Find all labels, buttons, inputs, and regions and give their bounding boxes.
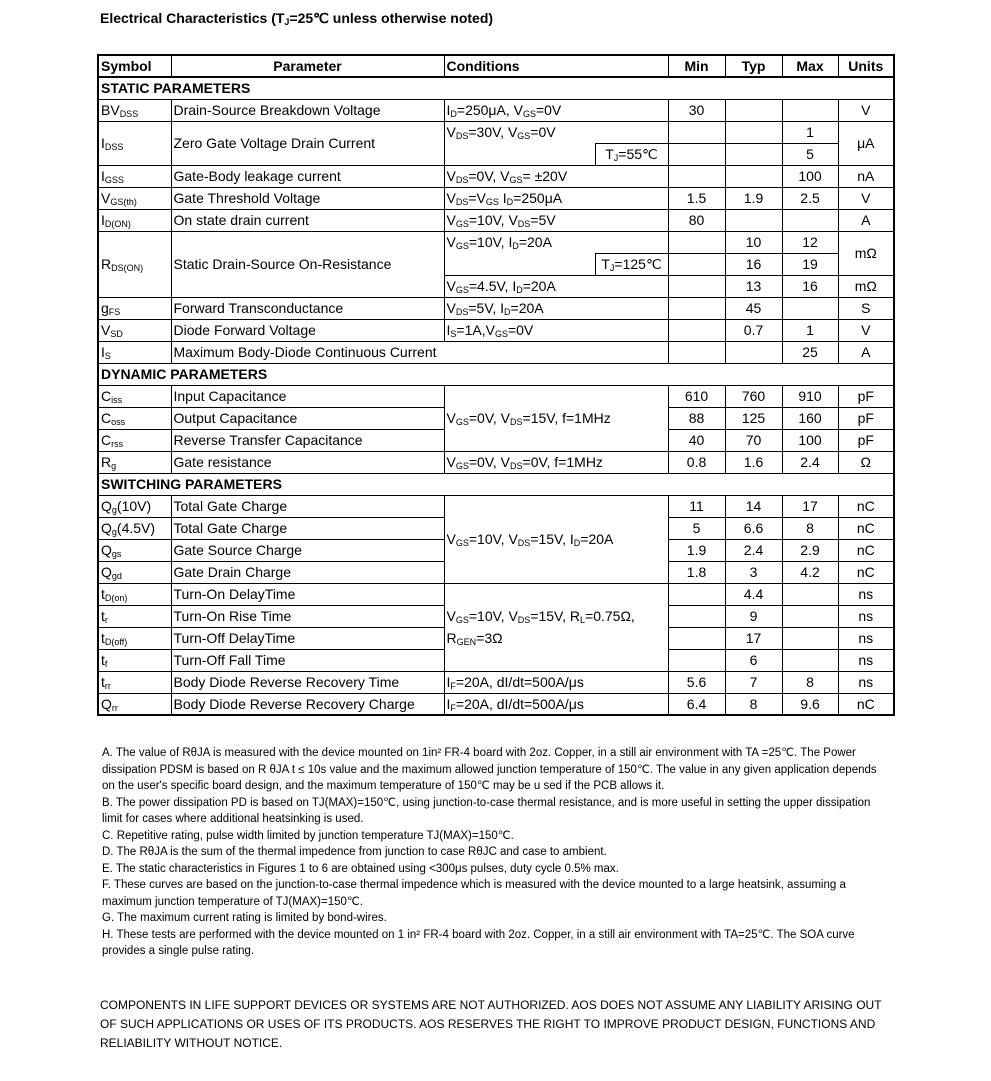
header-units: Units: [838, 55, 894, 77]
min-cell: 80: [668, 209, 725, 231]
typ-cell: [725, 143, 782, 165]
note-e: E. The static characteristics in Figures 1 to 6 are obtained using <300μs pulses, duty cycle 0.5% max.: [102, 862, 619, 875]
symbol-cell: $t_f$: [98, 649, 171, 671]
typ-cell: 125: [725, 407, 782, 429]
units-cell: ns: [838, 649, 894, 671]
section-dynamic: DYNAMIC PARAMETERS: [98, 363, 894, 385]
units-cell: A: [838, 341, 894, 363]
typ-cell: 1.9: [725, 187, 782, 209]
table-row: [98, 319, 894, 341]
disclaimer: COMPONENTS IN LIFE SUPPORT DEVICES OR SYSTEMS ARE NOT AUTHORIZED. AOS DOES NOT ASSUME ANY LIABILITY ARISING OUT OF SUCH APPLICATIONS OR USES OF ITS PRODUCTS. AOS RESERVES THE RIGHT TO IMPROVE PRODUCT DESIGN, FUNCTIONS AND RELIABILITY WITHOUT NOTICE.: [100, 998, 882, 1050]
parameter-cell: Forward Transconductance: [171, 297, 444, 319]
max-cell: 8: [782, 517, 838, 539]
table-row: [98, 165, 894, 187]
units-cell: V: [838, 187, 894, 209]
min-cell: [668, 253, 725, 275]
units-cell: ns: [838, 605, 894, 627]
table-row: [98, 297, 894, 319]
table-row: [98, 671, 894, 693]
parameter-cell: Turn-On Rise Time: [171, 605, 444, 627]
conditions-cell: $I_D=250\mu A$, $V_{GS}=0V$: [444, 99, 668, 121]
max-cell: [782, 605, 838, 627]
header-min: Min: [668, 55, 725, 77]
conditions-cell: $I_S=1A,V_{GS}=0V$: [444, 319, 668, 341]
note-g: G. The maximum current rating is limited by bond-wires.: [102, 912, 387, 924]
typ-cell: 760: [725, 385, 782, 407]
typ-cell: [725, 99, 782, 121]
header-parameter: Parameter: [171, 55, 444, 77]
symbol-cell: $BV_{DSS}$: [98, 99, 171, 121]
table-row: [98, 99, 894, 121]
section-switching: SWITCHING PARAMETERS: [98, 473, 894, 495]
typ-cell: 3: [725, 561, 782, 583]
parameter-cell: Drain-Source Breakdown Voltage: [171, 99, 444, 121]
symbol-cell: $I_{GSS}$: [98, 165, 171, 187]
note-f: F. These curves are based on the junction-to-case thermal impedence which is measured with the device mounted to a large heatsink, assuming a maximum junction temperature of TJ(MAX)=150℃.: [102, 879, 846, 908]
max-cell: 25: [782, 341, 838, 363]
symbol-cell: $t_{D(on)}$: [98, 583, 171, 605]
max-cell: 910: [782, 385, 838, 407]
parameter-cell: Gate resistance: [171, 451, 444, 473]
parameter-cell: Gate Source Charge: [171, 539, 444, 561]
typ-cell: [725, 165, 782, 187]
max-cell: 19: [782, 253, 838, 275]
max-cell: [782, 649, 838, 671]
units-cell: A: [838, 209, 894, 231]
symbol-cell: $Q_{gd}$: [98, 561, 171, 583]
max-cell: 2.4: [782, 451, 838, 473]
typ-cell: 6: [725, 649, 782, 671]
symbol-cell: $C_{iss}$: [98, 385, 171, 407]
note-a: A. The value of RθJA is measured with the device mounted on 1in² FR-4 board with 2oz. Copper, in a still air environment with TA =25℃. The Power dissipation PDSM is based on R θJA t ≤ 10s value and the maximum allowed junction temperature of 150℃. The value in any given application depends on the user's specific board design, and the maximum temperature of 150℃ may be u sed if the PCB allows it.: [102, 747, 877, 792]
min-cell: [668, 165, 725, 187]
units-cell: nC: [838, 561, 894, 583]
typ-cell: 16: [725, 253, 782, 275]
parameter-cell: Body Diode Reverse Recovery Charge: [171, 693, 444, 715]
symbol-cell: $t_{rr}$: [98, 671, 171, 693]
max-cell: 1: [782, 121, 838, 143]
typ-cell: 13: [725, 275, 782, 297]
parameter-cell: Total Gate Charge: [171, 517, 444, 539]
typ-cell: 45: [725, 297, 782, 319]
conditions-cell: $V_{GS}=0V$, $V_{DS}=0V$, f=1MHz: [444, 451, 668, 473]
max-cell: 5: [782, 143, 838, 165]
table-row: [98, 385, 894, 407]
min-cell: [668, 231, 725, 253]
min-cell: 5.6: [668, 671, 725, 693]
symbol-cell: $I_{D(ON)}$: [98, 209, 171, 231]
units-cell: pF: [838, 385, 894, 407]
min-cell: 6.4: [668, 693, 725, 715]
min-cell: [668, 583, 725, 605]
symbol-cell: $V_{GS(th)}$: [98, 187, 171, 209]
conditions-cell: $V_{DS}=V_{GS}$ $I_D=250\mu A$: [444, 187, 668, 209]
typ-cell: 7: [725, 671, 782, 693]
parameter-cell: Maximum Body-Diode Continuous Current: [171, 341, 668, 363]
typ-cell: 6.6: [725, 517, 782, 539]
tj-condition-cell: $T_J=125℃$: [595, 253, 668, 275]
conditions-cell: $V_{GS}=4.5V$, $I_D=20A$: [444, 275, 668, 297]
min-cell: [668, 121, 725, 143]
note-b: B. The power dissipation PD is based on TJ(MAX)=150℃, using junction-to-case thermal resistance, and is more useful in setting the upper dissipation limit for cases where additional heatsinking is used.: [102, 796, 871, 825]
typ-cell: 10: [725, 231, 782, 253]
min-cell: [668, 627, 725, 649]
symbol-cell: $I_S$: [98, 341, 171, 363]
parameter-cell: Body Diode Reverse Recovery Time: [171, 671, 444, 693]
units-cell: mΩ: [838, 275, 894, 297]
symbol-cell: $Q_g(4.5V)$: [98, 517, 171, 539]
parameter-cell: Zero Gate Voltage Drain Current: [171, 121, 444, 165]
parameter-cell: Turn-Off Fall Time: [171, 649, 444, 671]
max-cell: 16: [782, 275, 838, 297]
parameter-cell: Output Capacitance: [171, 407, 444, 429]
max-cell: 100: [782, 165, 838, 187]
typ-cell: 1.6: [725, 451, 782, 473]
min-cell: 1.9: [668, 539, 725, 561]
typ-cell: [725, 209, 782, 231]
min-cell: [668, 649, 725, 671]
min-cell: 5: [668, 517, 725, 539]
header-max: Max: [782, 55, 838, 77]
min-cell: [668, 605, 725, 627]
note-h: H. These tests are performed with the device mounted on 1 in² FR-4 board with 2oz. Copper, in a still air environment with TA=25℃. The SOA curve provides a single pulse rating.: [102, 928, 855, 957]
typ-cell: 0.7: [725, 319, 782, 341]
section-static: STATIC PARAMETERS: [98, 77, 894, 99]
units-cell: S: [838, 297, 894, 319]
min-cell: 1.5: [668, 187, 725, 209]
max-cell: [782, 297, 838, 319]
parameter-cell: Reverse Transfer Capacitance: [171, 429, 444, 451]
units-cell: μA: [838, 121, 894, 165]
header-typ: Typ: [725, 55, 782, 77]
units-cell: ns: [838, 583, 894, 605]
max-cell: 160: [782, 407, 838, 429]
typ-cell: 14: [725, 495, 782, 517]
symbol-cell: $Q_g(10V)$: [98, 495, 171, 517]
units-cell: V: [838, 99, 894, 121]
symbol-cell: $Q_{gs}$: [98, 539, 171, 561]
parameter-cell: Turn-On DelayTime: [171, 583, 444, 605]
typ-cell: 4.4: [725, 583, 782, 605]
min-cell: [668, 341, 725, 363]
symbol-cell: $Q_{rr}$: [98, 693, 171, 715]
typ-cell: 8: [725, 693, 782, 715]
units-cell: nC: [838, 693, 894, 715]
parameter-cell: Diode Forward Voltage: [171, 319, 444, 341]
max-cell: 2.9: [782, 539, 838, 561]
max-cell: 9.6: [782, 693, 838, 715]
table-row: [98, 583, 894, 605]
min-cell: 88: [668, 407, 725, 429]
max-cell: [782, 627, 838, 649]
conditions-cell: $V_{GS}=0V$, $V_{DS}=15V$, f=1MHz: [444, 385, 668, 451]
max-cell: 100: [782, 429, 838, 451]
conditions-cell: $V_{DS}=0V$, $V_{GS}= \pm 20V$: [444, 165, 668, 187]
symbol-cell: $t_{D(off)}$: [98, 627, 171, 649]
units-cell: pF: [838, 407, 894, 429]
min-cell: 610: [668, 385, 725, 407]
table-row: [98, 187, 894, 209]
conditions-cell: $V_{GS}=10V$, $V_{DS}=15V$, $I_D=20A$: [444, 495, 668, 583]
conditions-cell: $V_{DS}=30V$, $V_{GS}=0V$: [444, 121, 668, 143]
units-cell: nA: [838, 165, 894, 187]
symbol-cell: $C_{rss}$: [98, 429, 171, 451]
min-cell: [668, 319, 725, 341]
header-symbol: Symbol: [98, 55, 171, 77]
footnotes: [102, 745, 892, 960]
typ-cell: 9: [725, 605, 782, 627]
units-cell: nC: [838, 539, 894, 561]
symbol-cell: $I_{DSS}$: [98, 121, 171, 165]
parameter-cell: Input Capacitance: [171, 385, 444, 407]
parameter-cell: Gate Threshold Voltage: [171, 187, 444, 209]
max-cell: [782, 583, 838, 605]
min-cell: [668, 143, 725, 165]
table-row: [98, 495, 894, 517]
note-c: C. Repetitive rating, pulse width limited by junction temperature TJ(MAX)=150℃.: [102, 829, 514, 842]
table-header: [98, 55, 894, 77]
max-cell: 12: [782, 231, 838, 253]
parameter-cell: Total Gate Charge: [171, 495, 444, 517]
max-cell: 2.5: [782, 187, 838, 209]
min-cell: 0.8: [668, 451, 725, 473]
table-row: [98, 209, 894, 231]
page-title: Electrical Characteristics ($T_J=25℃$ unless otherwise noted): [100, 10, 494, 27]
max-cell: 4.2: [782, 561, 838, 583]
symbol-cell: $V_{SD}$: [98, 319, 171, 341]
parameter-cell: On state drain current: [171, 209, 444, 231]
min-cell: 1.8: [668, 561, 725, 583]
symbol-cell: $R_g$: [98, 451, 171, 473]
max-cell: 17: [782, 495, 838, 517]
max-cell: 8: [782, 671, 838, 693]
parameter-cell: Static Drain-Source On-Resistance: [171, 231, 444, 297]
symbol-cell: $C_{oss}$: [98, 407, 171, 429]
min-cell: 11: [668, 495, 725, 517]
table-row: [98, 451, 894, 473]
conditions-cell: $V_{DS}=5V$, $I_D=20A$: [444, 297, 668, 319]
min-cell: [668, 275, 725, 297]
conditions-cell: $V_{GS}=10V$, $V_{DS}=15V$, $R_L=0.75\Omega$, $R_{GEN}=3\Omega$: [444, 583, 668, 671]
parameter-cell: Gate Drain Charge: [171, 561, 444, 583]
table-row: [98, 121, 894, 143]
typ-cell: 70: [725, 429, 782, 451]
units-cell: ns: [838, 671, 894, 693]
tj-condition-cell: $T_J=55℃$: [595, 143, 668, 165]
typ-cell: [725, 341, 782, 363]
note-d: D. The RθJA is the sum of the thermal impedence from junction to case RθJC and case to ambient.: [102, 846, 607, 858]
header-conditions: Conditions: [444, 55, 668, 77]
parameter-cell: Gate-Body leakage current: [171, 165, 444, 187]
units-cell: mΩ: [838, 231, 894, 275]
conditions-cell: $I_F=20A$, dI/dt=500A/μs: [444, 671, 668, 693]
symbol-cell: $t_r$: [98, 605, 171, 627]
symbol-cell: $g_{FS}$: [98, 297, 171, 319]
conditions-cell: $V_{GS}=10V$, $I_D=20A$: [444, 231, 668, 253]
min-cell: [668, 297, 725, 319]
max-cell: 1: [782, 319, 838, 341]
conditions-cell: $V_{GS}=10V$, $V_{DS}=5V$: [444, 209, 668, 231]
units-cell: nC: [838, 495, 894, 517]
units-cell: ns: [838, 627, 894, 649]
units-cell: nC: [838, 517, 894, 539]
units-cell: Ω: [838, 451, 894, 473]
max-cell: [782, 99, 838, 121]
electrical-characteristics-table: [97, 54, 895, 716]
min-cell: 30: [668, 99, 725, 121]
parameter-cell: Turn-Off DelayTime: [171, 627, 444, 649]
table-row: [98, 341, 894, 363]
table-row: [98, 693, 894, 715]
min-cell: 40: [668, 429, 725, 451]
typ-cell: [725, 121, 782, 143]
conditions-cell: $I_F=20A$, dI/dt=500A/μs: [444, 693, 668, 715]
typ-cell: 17: [725, 627, 782, 649]
max-cell: [782, 209, 838, 231]
symbol-cell: $R_{DS(ON)}$: [98, 231, 171, 297]
units-cell: V: [838, 319, 894, 341]
typ-cell: 2.4: [725, 539, 782, 561]
table-row: [98, 231, 894, 253]
units-cell: pF: [838, 429, 894, 451]
